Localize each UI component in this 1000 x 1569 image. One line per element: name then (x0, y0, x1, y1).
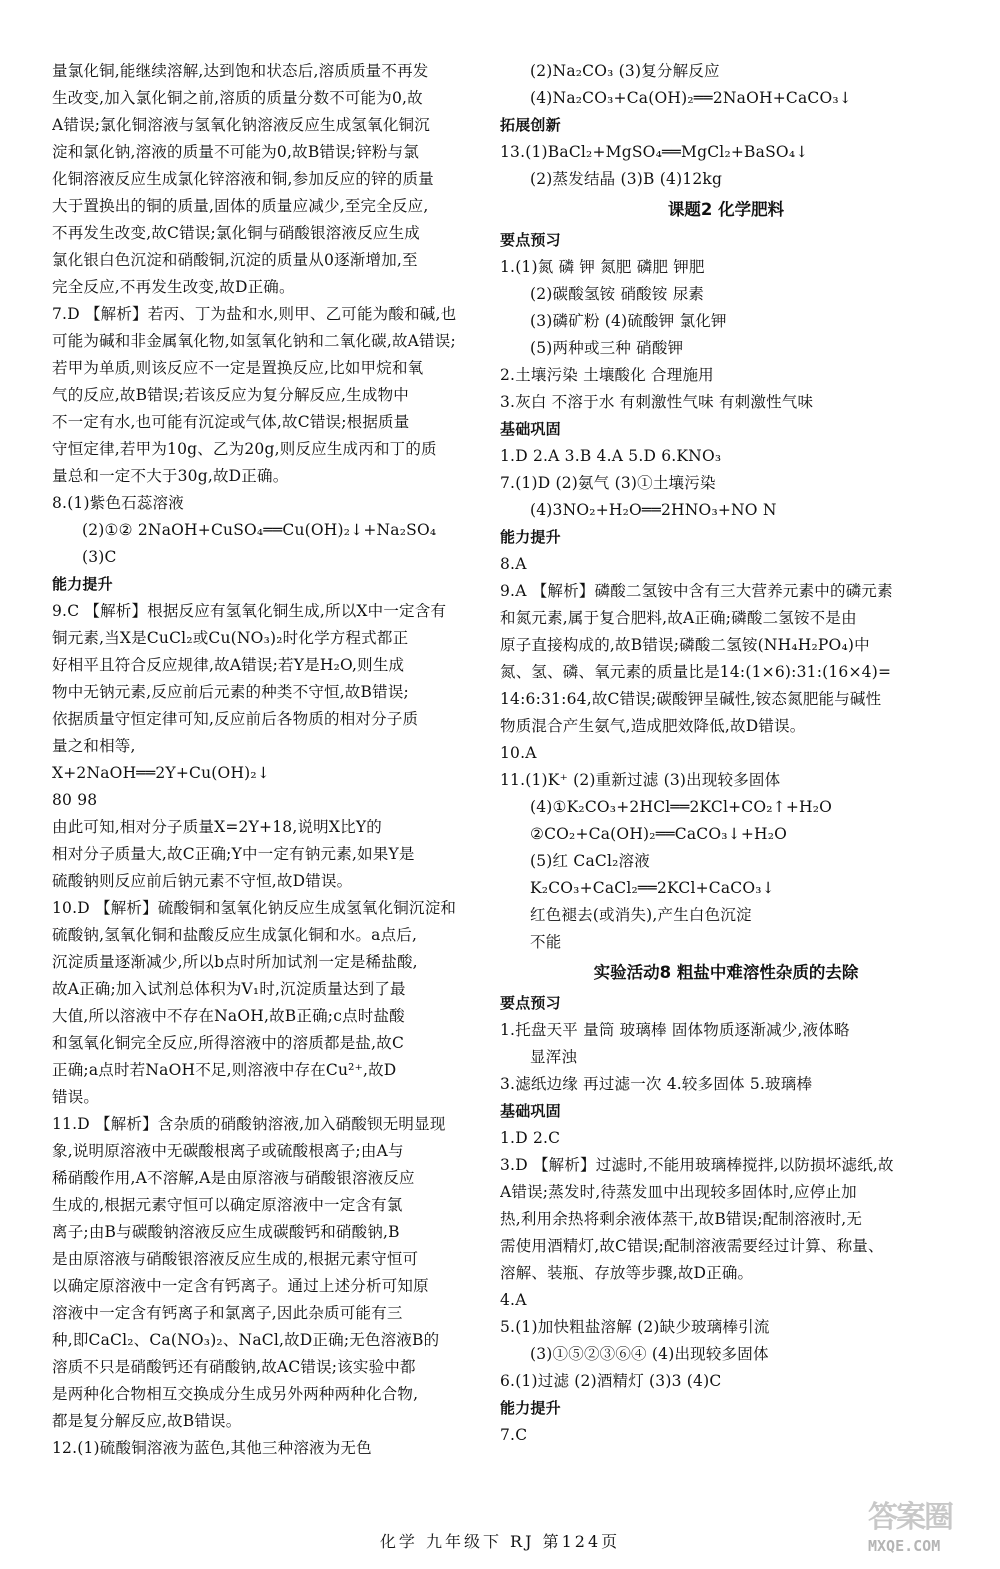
text-line: 是由原溶液与硝酸银溶液反应生成的,根据元素守恒可 (52, 1250, 419, 1268)
text-line: 7.D 【解析】若丙、丁为盐和水,则甲、乙可能为酸和碱,也 (52, 305, 457, 323)
text-line: 离子;由B与碳酸钠溶液反应生成碳酸钙和硝酸钠,B (52, 1223, 400, 1241)
text-line: 12.(1)硫酸铜溶液为蓝色,其他三种溶液为无色 (52, 1439, 372, 1457)
text-line: 1.(1)氮 磷 钾 氮肥 磷肥 钾肥 (500, 258, 705, 276)
text-line: 10.A (500, 744, 537, 762)
text-line: 由此可知,相对分子质量X=2Y+18,说明X比Y的 (52, 818, 382, 836)
text-line: 物中无钠元素,反应前后元素的种类不守恒,故B错误; (52, 683, 409, 701)
text-line: 13.(1)BaCl₂+MgSO₄══MgCl₂+BaSO₄↓ (500, 143, 809, 161)
text-line: (2)Na₂CO₃ (3)复分解反应 (530, 62, 720, 80)
text-line: 正确;a点时若NaOH不足,则溶液中存在Cu²⁺,故D (52, 1061, 397, 1079)
text-line: 淀和氯化钠,溶液的质量不可能为0,故B错误;锌粉与氯 (52, 143, 420, 161)
text-line: 象,说明原溶液中无碳酸根离子或硫酸根离子;由A与 (52, 1142, 404, 1160)
text-line: (2)①② 2NaOH+CuSO₄══Cu(OH)₂↓+Na₂SO₄ (82, 521, 437, 539)
text-line: 生成的,根据元素守恒可以确定原溶液中一定含有氯 (52, 1196, 403, 1214)
text-line: 2.土壤污染 土壤酸化 合理施用 (500, 366, 714, 384)
text-line: 铜元素,当X是CuCl₂或Cu(NO₃)₂时化学方程式都正 (52, 629, 409, 647)
text-line: 11.D 【解析】含杂质的硝酸钠溶液,加入硝酸钡无明显现 (52, 1115, 446, 1133)
text-line: 故A正确;加入试剂总体积为V₁时,沉淀质量达到了最 (52, 980, 406, 998)
right-column (500, 58, 952, 1449)
text-line: 9.C 【解析】根据反应有氢氧化铜生成,所以X中一定含有 (52, 602, 447, 620)
text-line: (4)①K₂CO₃+2HCl══2KCl+CO₂↑+H₂O (530, 798, 833, 816)
text-line: 物质混合产生氨气,造成肥效降低,故D错误。 (500, 717, 806, 735)
text-line: 6.(1)过滤 (2)酒精灯 (3)3 (4)C (500, 1372, 722, 1390)
text-line: 量之和相等, (52, 737, 136, 755)
text-line: 7.C (500, 1426, 528, 1444)
text-line: 热,利用余热将剩余液体蒸干,故B错误;配制溶液时,无 (500, 1210, 863, 1228)
text-line: (3)C (82, 548, 117, 566)
section-heading: 要点预习 (500, 994, 561, 1012)
text-line: 种,即CaCl₂、Ca(NO₃)₂、NaCl,故D正确;无色溶液B的 (52, 1331, 440, 1349)
text-line: 若甲为单质,则该反应不一定是置换反应,比如甲烷和氧 (52, 359, 424, 377)
text-line: 稀硝酸作用,A不溶解,A是由原溶液与硝酸银溶液反应 (52, 1169, 415, 1187)
section-heading: 要点预习 (500, 231, 561, 249)
section-heading: 基础巩固 (500, 1102, 561, 1120)
section-heading: 能力提升 (500, 528, 561, 546)
text-line: A错误;氯化铜溶液与氢氧化钠溶液反应生成氢氧化铜沉 (52, 116, 430, 134)
section-heading: 能力提升 (500, 1399, 561, 1417)
text-line: 80 98 (52, 791, 98, 809)
text-line: 4.A (500, 1291, 527, 1309)
text-line: (4)Na₂CO₃+Ca(OH)₂══2NaOH+CaCO₃↓ (530, 89, 852, 107)
text-line: 氯化银白色沉淀和硝酸铜,沉淀的质量从0逐渐增加,至 (52, 251, 418, 269)
text-line: 依据质量守恒定律可知,反应前后各物质的相对分子质 (52, 710, 419, 728)
text-line: 需使用酒精灯,故C错误;配制溶液需要经过计算、称量、 (500, 1237, 884, 1255)
text-line: ②CO₂+Ca(OH)₂══CaCO₃↓+H₂O (530, 825, 788, 843)
text-line: 可能为碱和非金属氧化物,如氢氧化钠和二氧化碳,故A错误; (52, 332, 456, 350)
text-line: 1.D 2.C (500, 1129, 561, 1147)
text-line: X+2NaOH══2Y+Cu(OH)₂↓ (52, 764, 271, 782)
text-line: 都是复分解反应,故B错误。 (52, 1412, 242, 1430)
lesson-title: 实验活动8 粗盐中难溶性杂质的去除 (593, 963, 859, 982)
text-line: 11.(1)K⁺ (2)重新过滤 (3)出现较多固体 (500, 771, 781, 789)
text-line: 量氯化铜,能继续溶解,达到饱和状态后,溶质质量不再发 (52, 62, 429, 80)
text-line: 3.滤纸边缘 再过滤一次 4.较多固体 5.玻璃棒 (500, 1075, 813, 1093)
text-line: 沉淀质量逐渐减少,所以b点时所加试剂一定是稀盐酸, (52, 953, 418, 971)
text-line: 不再发生改变,故C错误;氯化铜与硝酸银溶液反应生成 (52, 224, 421, 242)
text-line: 9.A 【解析】磷酸二氢铵中含有三大营养元素中的磷元素 (500, 582, 893, 600)
section-heading: 能力提升 (52, 575, 113, 593)
watermark-logo (868, 1500, 988, 1562)
text-line: 红色褪去(或消失),产生白色沉淀 (530, 906, 752, 924)
text-line: 14:6:31:64,故C错误;碳酸钾呈碱性,铵态氮肥能与碱性 (500, 690, 882, 708)
text-line: 1.D 2.A 3.B 4.A 5.D 6.KNO₃ (500, 447, 722, 465)
text-line: 3.D 【解析】过滤时,不能用玻璃棒搅拌,以防损坏滤纸,故 (500, 1156, 894, 1174)
text-line: 气的反应,故B错误;若该反应为复分解反应,生成物中 (52, 386, 409, 404)
text-line: (2)碳酸氢铵 硝酸铵 尿素 (530, 285, 705, 303)
text-line: 大值,所以溶液中不存在NaOH,故B正确;c点时盐酸 (52, 1007, 405, 1025)
text-line: 5.(1)加快粗盐溶解 (2)缺少玻璃棒引流 (500, 1318, 770, 1336)
text-line: 和氢氧化铜完全反应,所得溶液中的溶质都是盐,故C (52, 1034, 405, 1052)
text-line: 大于置换出的铜的质量,固体的质量应减少,至完全反应, (52, 197, 429, 215)
section-heading: 基础巩固 (500, 420, 561, 438)
text-line: 溶质不只是硝酸钙还有硝酸钠,故AC错误;该实验中都 (52, 1358, 416, 1376)
text-line: 量总和一定不大于30g,故D正确。 (52, 467, 289, 485)
text-line: 3.灰白 不溶于水 有刺激性气味 有刺激性气味 (500, 393, 814, 411)
page-footer: 化学 九年级下 RJ 第124页 (379, 1532, 621, 1551)
text-line: 好相平且符合反应规律,故A错误;若Y是H₂O,则生成 (52, 656, 405, 674)
text-line: 原子直接构成的,故B错误;磷酸二氢铵(NH₄H₂PO₄)中 (500, 636, 870, 654)
text-line: 溶解、装瓶、存放等步骤,故D正确。 (500, 1264, 754, 1282)
section-heading: 拓展创新 (500, 116, 561, 134)
text-line: 硫酸钠则反应前后钠元素不守恒,故D错误。 (52, 872, 353, 890)
text-line: 8.A (500, 555, 527, 573)
text-line: 溶液中一定含有钙离子和氯离子,因此杂质可能有三 (52, 1304, 403, 1322)
text-line: 错误。 (52, 1088, 100, 1106)
text-line: 是两种化合物相互交换成分生成另外两种两种化合物, (52, 1385, 419, 1403)
text-line: 不能 (530, 933, 562, 951)
text-line: 7.(1)D (2)氨气 (3)①土壤污染 (500, 474, 716, 492)
lesson-title: 课题2 化学肥料 (667, 200, 785, 219)
text-line: (2)蒸发结晶 (3)B (4)12kg (530, 170, 723, 188)
text-line: (3)磷矿粉 (4)硫酸钾 氯化钾 (530, 312, 727, 330)
text-line: 10.D 【解析】硫酸铜和氢氧化钠反应生成氢氧化铜沉淀和 (52, 899, 457, 917)
left-column (52, 58, 484, 1462)
text-line: A错误;蒸发时,待蒸发皿中出现较多固体时,应停止加 (500, 1183, 857, 1201)
text-line: 和氮元素,属于复合肥料,故A正确;磷酸二氢铵不是由 (500, 609, 857, 627)
text-line: (5)红 CaCl₂溶液 (530, 852, 650, 870)
watermark-url: MXQE.COM (868, 1537, 941, 1555)
text-line: (5)两种或三种 硝酸钾 (530, 339, 684, 357)
text-line: 不一定有水,也可能有沉淀或气体,故C错误;根据质量 (52, 413, 410, 431)
text-line: 1.托盘天平 量筒 玻璃棒 固体物质逐渐减少,液体略 (500, 1021, 850, 1039)
text-line: (4)3NO₂+H₂O══2HNO₃+NO N (530, 501, 777, 519)
text-line: (3)①⑤②③⑥④ (4)出现较多固体 (530, 1345, 769, 1363)
text-line: 8.(1)紫色石蕊溶液 (52, 494, 184, 512)
text-line: 氮、氢、磷、氧元素的质量比是14:(1×6):31:(16×4)= (500, 663, 892, 681)
text-line: 相对分子质量大,故C正确;Y中一定有钠元素,如果Y是 (52, 845, 415, 863)
text-line: 显浑浊 (530, 1048, 578, 1066)
text-line: 生改变,加入氯化铜之前,溶质的质量分数不可能为0,故 (52, 89, 423, 107)
text-line: 化铜溶液反应生成氯化锌溶液和铜,参加反应的锌的质量 (52, 170, 434, 188)
watermark-icon: 答案圈 (868, 1500, 952, 1535)
text-line: 以确定原溶液中一定含有钙离子。通过上述分析可知原 (52, 1277, 429, 1295)
text-line: 守恒定律,若甲为10g、乙为20g,则反应生成丙和丁的质 (52, 440, 437, 458)
text-line: 硫酸钠,氢氧化铜和盐酸反应生成氯化铜和水。a点后, (52, 926, 418, 944)
text-line: K₂CO₃+CaCl₂══2KCl+CaCO₃↓ (530, 879, 775, 897)
text-line: 完全反应,不再发生改变,故D正确。 (52, 278, 295, 296)
